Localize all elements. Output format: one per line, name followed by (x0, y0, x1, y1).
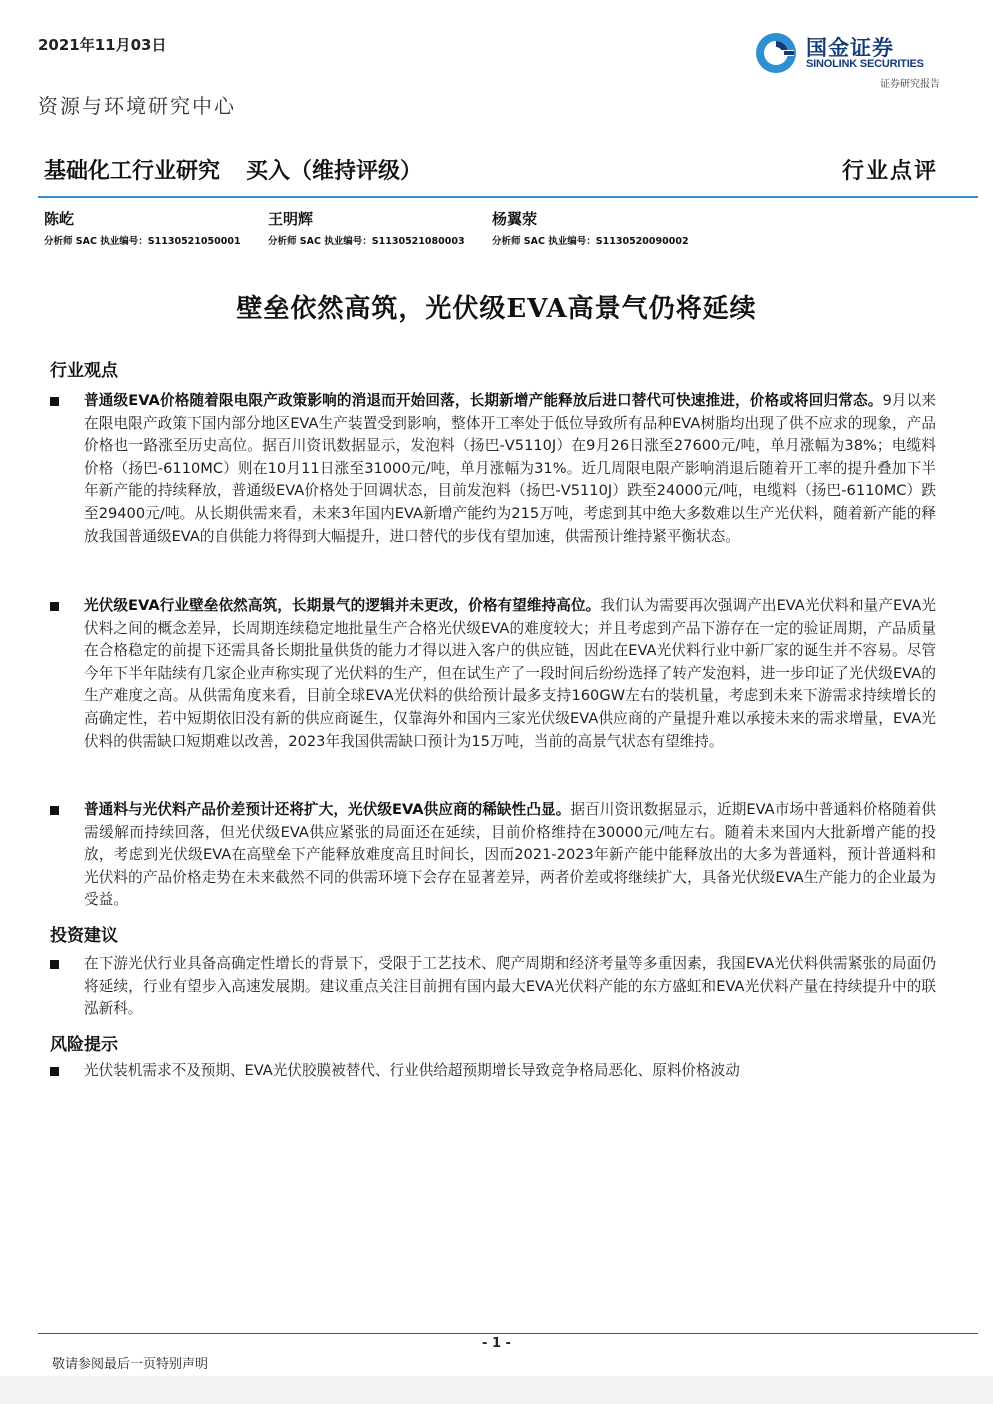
report-title: 壁垒依然高筑，光伏级EVA高景气仍将延续 (236, 294, 757, 324)
sector-rating-line (44, 154, 422, 185)
logo-cn-name: 国金证券 (806, 36, 894, 60)
bullet-icon (50, 397, 59, 406)
paragraph-body: 光伏装机需求不及预期、EVA光伏胶膜被替代、行业供给超预期增长导致竞争格局恶化、原料价格波动 (84, 1062, 740, 1079)
research-center: 资源与环境研究中心 (38, 94, 236, 118)
section-heading-risk: 风险提示 (50, 1035, 118, 1055)
section-heading-views: 行业观点 (50, 361, 118, 381)
analyst-cert: 分析师 SAC 执业编号：S1130520090002 (492, 236, 689, 247)
paragraph-lead: 光伏级EVA行业壁垒依然高筑，长期景气的逻辑并未更改，价格有望维持高位。 (84, 597, 601, 614)
analyst-block (44, 208, 241, 247)
bullet-icon (50, 602, 59, 611)
logo-subtitle: 证券研究报告 (880, 79, 940, 90)
bullet-icon (50, 806, 59, 815)
analyst-cert: 分析师 SAC 执业编号：S1130521050001 (44, 236, 241, 247)
paragraph-lead: 普通料与光伏料产品价差预计还将扩大，光伏级EVA供应商的稀缺性凸显。 (84, 801, 571, 818)
paragraph-lead: 普通级EVA价格随着限电限产政策影响的消退而开始回落，长期新增产能释放后进口替代可快速推进，价格或将回归常态。 (84, 392, 883, 409)
analyst-block (492, 208, 689, 247)
page-number: - 1 - (482, 1336, 511, 1351)
footer-divider (38, 1333, 978, 1334)
report-type: 行业点评 (841, 158, 938, 184)
bullet-icon (50, 960, 59, 969)
analyst-name: 杨翼荥 (492, 210, 538, 228)
company-logo (754, 30, 946, 90)
analyst-name: 王明辉 (268, 210, 314, 228)
paragraph-body: 我们认为需要再次强调产出EVA光伏料和量产EVA光伏料之间的概念差异，长周期连续稳定地批量生产合格光伏级EVA的难度较大；并且考虑到产品下游存在一定的验证周期，产品质量在合格稳定的前提下还需具备长期批量供货的能力才得以进入客户的供应链，因此在EVA光伏料行业中新厂家的诞生并不容易。尽管今年下半年陆续有几家企业声称实现了光伏料的生产，但在试生产了一段时间后纷纷选择了转产发泡料，进一步印证了光伏级EVA的生产难度之高。从供需角度来看，目前全球EVA光伏料的供给预计最多支持160GW左右的装机量，考虑到未来下游需求持续增长的高确定性，若中短期依旧没有新的供应商诞生，仅靠海外和国内三家光伏级EVA供应商的产量提升难以承接未来的需求增量，EVA光伏料的供需缺口短期难以改善，2023年我国供需缺口预计为15万吨，当前的高景气状态有望维持。 (84, 597, 936, 750)
logo-en-name: SINOLINK SECURITIES (806, 58, 924, 70)
bottom-band (0, 1376, 993, 1404)
paragraph-body: 9月以来在限电限产政策下国内部分地区EVA生产装置受到影响，整体开工率处于低位导致所有品种EVA树脂均出现了供不应求的现象，产品价格也一路涨至历史高位。据百川资讯数据显示，发泡料（扬巴-V5110J）在9月26日涨至27600元/吨，单月涨幅为38%；电缆料价格（扬巴-6110MC）则在10月11日涨至31000元/吨，单月涨幅为31%。近几周限电限产影响消退后随着开工率的提升叠加下半年新产能的持续释放，普通级EVA价格处于回调状态，目前发泡料（扬巴-V5110J）跌至24000元/吨，电缆料（扬巴-6110MC）跌至29400元/吨。从长期供需来看，未来3年国内EVA新增产能约为215万吨，考虑到其中绝大多数难以生产光伏料，随着新产能的释放我国普通级EVA的自供能力将得到大幅提升，进口替代的步伐有望加速，供需预计维持紧平衡状态。 (84, 392, 936, 545)
analyst-cert: 分析师 SAC 执业编号：S1130521080003 (268, 236, 465, 247)
report-date: 2021年11月03日 (38, 36, 167, 54)
paragraph (84, 595, 936, 753)
analyst-name: 陈屹 (44, 210, 75, 228)
paragraph (84, 390, 936, 548)
paragraph (84, 953, 936, 1021)
paragraph (84, 1060, 936, 1083)
analyst-block (268, 208, 465, 247)
disclaimer-note: 敬请参阅最后一页特别声明 (52, 1357, 209, 1372)
header-divider (38, 196, 978, 198)
paragraph (84, 799, 936, 912)
section-heading-advice: 投资建议 (50, 926, 118, 946)
sector-name: 基础化工行业研究 (44, 159, 221, 184)
paragraph-body: 据百川资讯数据显示，近期EVA市场中普通料价格随着供需缓解而持续回落，但光伏级EVA供应紧张的局面还在延续，目前价格维持在30000元/吨左右。随着未来国内大批新增产能的投放，考虑到光伏级EVA在高壁垒下产能释放难度高且时间长，因而2021-2023年新产能中能释放出的大多为普通料，预计普通料和光伏料的产品价格走势在未来截然不同的供需环境下会存在显著差异，两者价差或将继续扩大，具备光伏级EVA生产能力的企业最为受益。 (84, 801, 936, 909)
rating: 买入（维持评级） (246, 159, 423, 184)
bullet-icon (50, 1067, 59, 1076)
sinolink-logo-icon (754, 30, 798, 76)
paragraph-body: 在下游光伏行业具备高确定性增长的背景下，受限于工艺技术、爬产周期和经济考量等多重因素，我国EVA光伏料供需紧张的局面仍将延续，行业有望步入高速发展期。建议重点关注目前拥有国内最大EVA光伏料产能的东方盛虹和EVA光伏料产量在持续提升中的联泓新科。 (84, 955, 936, 1018)
